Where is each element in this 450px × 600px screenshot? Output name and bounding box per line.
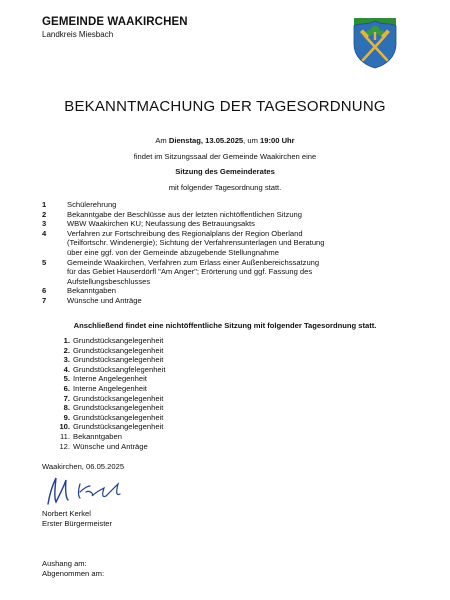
session-type: Sitzung des Gemeinderates: [175, 167, 275, 176]
agenda-item-number: [42, 238, 67, 248]
nonpublic-item: [56, 346, 165, 356]
agenda-item-text: Bekanntgabe der Beschlüsse aus der letzten nichtöffentlichen Sitzung: [67, 209, 302, 219]
session-date-line: Am Dienstag, 13.05.2025, um 19:00 Uhr: [155, 136, 295, 145]
agenda-item: [42, 286, 402, 296]
nonpublic-item: [56, 403, 165, 413]
agenda-item: [42, 296, 402, 306]
session-time: 19:00 Uhr: [260, 136, 295, 145]
nonpublic-heading: Anschließend findet eine nichtöffentliche Sitzung mit folgender Tagesordnung statt.: [73, 321, 377, 330]
agenda-item-number: [42, 248, 67, 258]
agenda-item-text: Bekanntgaben: [67, 286, 116, 296]
nonpublic-item-text: Grundstücksangelegenheit: [73, 422, 164, 432]
nonpublic-item: [56, 422, 165, 432]
nonpublic-item-text: Interne Angelegenheit: [73, 383, 147, 393]
district-name: Landkreis Miesbach: [42, 30, 114, 39]
agenda-item-text: WBW Waakirchen KU; Neufassung des Betrauungsakts: [67, 219, 255, 229]
agenda-item-text: (Teilfortschr. Windenergie); Sichtung der Verfahrensunterlagen und Beratung: [67, 238, 325, 248]
agenda-item: [42, 210, 402, 220]
nonpublic-item-text: Grundstücksangelegenheit: [73, 336, 164, 345]
agenda-item-number: 6: [42, 286, 47, 296]
agenda-item-number: 1: [42, 200, 47, 209]
agenda-item-number: 2: [42, 209, 47, 219]
nonpublic-item-text: Grundstücksangelegenheit: [73, 393, 164, 403]
posting-notice: [42, 559, 104, 578]
nonpublic-item: [56, 432, 165, 442]
agenda-item-text: für das Gebiet Hauserdörfl "Am Anger"; Erörterung und ggf. Fassung des: [67, 267, 313, 277]
nonpublic-item-number: 11.: [60, 431, 70, 441]
agenda-item-number: 5: [42, 257, 47, 267]
nonpublic-item-number: 7.: [63, 393, 70, 403]
municipality-name: GEMEINDE WAAKIRCHEN: [42, 16, 188, 28]
agenda-item-text: Schülerehrung: [67, 200, 117, 209]
nonpublic-item-text: Interne Angelegenheit: [73, 374, 147, 384]
nonpublic-item-number: 12.: [59, 441, 70, 451]
session-note: mit folgender Tagesordnung statt.: [168, 182, 282, 192]
nonpublic-item-number: 8.: [63, 403, 70, 413]
nonpublic-item-text: Grundstücksangelegenheit: [73, 345, 164, 355]
page-title: BEKANNTMACHUNG DER TAGESORDNUNG: [64, 98, 386, 115]
nonpublic-item: [56, 336, 165, 346]
nonpublic-item: [56, 394, 165, 404]
nonpublic-item-text: Grundstücksangelegenheit: [73, 403, 164, 413]
nonpublic-agenda-list: [56, 336, 165, 451]
signer-name: Norbert Kerkel: [42, 509, 91, 518]
nonpublic-item-number: 4.: [63, 364, 70, 374]
agenda-item: [42, 219, 402, 229]
nonpublic-item-text: Wünsche und Anträge: [73, 441, 148, 451]
agenda-item-text: Aufstellungsbeschlusses: [67, 276, 151, 286]
agenda-item: [42, 277, 402, 287]
nonpublic-item-number: 10.: [59, 422, 70, 432]
nonpublic-item: [56, 365, 165, 375]
agenda-item: [42, 248, 402, 258]
nonpublic-item: [56, 355, 165, 365]
nonpublic-item-text: Bekanntgaben: [73, 431, 122, 441]
agenda-item-number: 3: [42, 219, 47, 229]
agenda-item-number: 7: [42, 295, 47, 305]
nonpublic-item-text: Grundstücksangelegenheit: [73, 355, 164, 365]
agenda-item: [42, 267, 402, 277]
session-intro: [0, 133, 450, 195]
public-agenda-list: [42, 200, 402, 306]
agenda-item-text: Gemeinde Waakirchen, Verfahren zum Erlass einer Außenbereichssatzung: [67, 257, 320, 267]
agenda-item: [42, 229, 402, 239]
nonpublic-item: [56, 442, 165, 452]
agenda-item: [42, 238, 402, 248]
nonpublic-item-number: 6.: [63, 383, 70, 393]
nonpublic-item: [56, 413, 165, 423]
session-location: findet im Sitzungssaal der Gemeinde Waakirchen eine: [133, 151, 317, 161]
removed-label: Abgenommen am:: [42, 568, 105, 578]
nonpublic-item-number: 5.: [63, 374, 70, 384]
agenda-item-number: [42, 277, 67, 287]
agenda-item-text: Wünsche und Anträge: [67, 295, 142, 305]
nonpublic-item: [56, 384, 165, 394]
agenda-item-number: [42, 267, 67, 277]
place-date: Waakirchen, 06.05.2025: [42, 462, 125, 471]
nonpublic-item-number: 1.: [63, 336, 70, 345]
agenda-item-text: über eine ggf. von der Gemeinde abzugebende Stellungnahme: [67, 247, 279, 257]
agenda-item: [42, 258, 402, 268]
session-date: Dienstag, 13.05.2025: [168, 136, 244, 145]
nonpublic-item-text: Grundstücksangelegenheit: [73, 412, 164, 422]
nonpublic-item-number: 9.: [63, 412, 70, 422]
nonpublic-item-number: 3.: [63, 355, 70, 365]
coat-of-arms-icon: [350, 12, 400, 70]
nonpublic-item-text: Grundstücksangfelegenheit: [73, 364, 166, 374]
signer-block: [42, 509, 112, 528]
nonpublic-item-number: 2.: [63, 345, 70, 355]
agenda-item: [42, 200, 402, 210]
signature-image: [40, 472, 160, 510]
nonpublic-item: [56, 374, 165, 384]
agenda-item-text: Verfahren zur Fortschreibung des Regionalplans der Region Oberland: [67, 228, 303, 238]
agenda-item-number: 4: [42, 228, 47, 238]
posted-label: Aushang am:: [42, 559, 87, 568]
signer-title: Erster Bürgermeister: [42, 518, 113, 528]
